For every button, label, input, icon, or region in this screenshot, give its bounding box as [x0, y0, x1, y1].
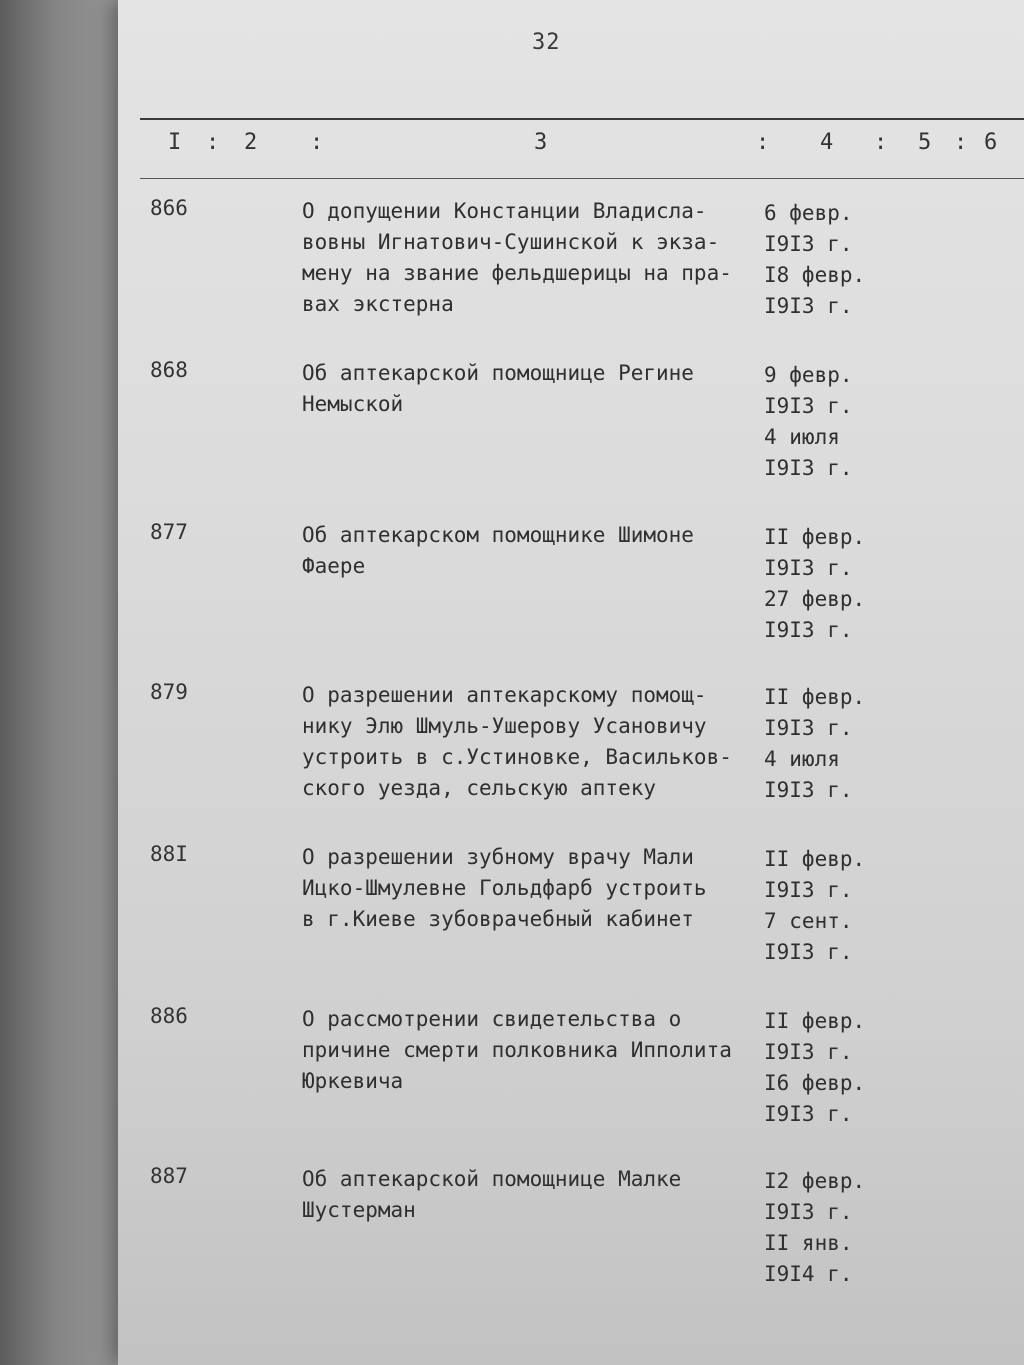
title-line: мену на звание фельдшерицы на пра- [302, 261, 732, 285]
title-line: Юркевича [302, 1069, 404, 1093]
column-separator: : [310, 130, 324, 155]
date-line: I9I3 г. [764, 778, 853, 802]
date-line: 6 февр. [764, 201, 853, 225]
column-separator: : [954, 130, 968, 155]
document-page [118, 0, 1024, 1365]
entry-number: 879 [150, 680, 188, 704]
date-line: 4 июля [764, 747, 840, 771]
entry-title [302, 358, 754, 420]
date-line: I9I3 г. [764, 716, 853, 740]
entry-number: 877 [150, 520, 188, 544]
date-line: I9I3 г. [764, 1102, 853, 1126]
entry-number: 88I [150, 842, 188, 866]
entry-title [302, 520, 754, 582]
title-line: Ицко-Шмулевне Гольдфарб устроить [302, 876, 707, 900]
date-line: II февр. [764, 847, 866, 871]
title-line: Об аптекарской помощнице Регине [302, 361, 694, 385]
header-top-rule [140, 118, 1024, 120]
title-line: в г.Киеве зубоврачебный кабинет [302, 907, 694, 931]
page-number: 32 [532, 30, 561, 55]
date-line: 7 сент. [764, 909, 853, 933]
date-line: I9I3 г. [764, 940, 853, 964]
entry-dates [764, 1166, 894, 1290]
date-line: I9I3 г. [764, 294, 853, 318]
title-line: Об аптекарском помощнике Шимоне [302, 523, 694, 547]
date-line: I9I4 г. [764, 1262, 853, 1286]
date-line: II февр. [764, 1009, 866, 1033]
title-line: ского уезда, сельскую аптеку [302, 776, 657, 800]
column-header-1: I [168, 130, 182, 155]
entry-title [302, 680, 754, 804]
date-line: 27 февр. [764, 587, 866, 611]
column-header-2: 2 [244, 130, 258, 155]
date-line: I2 февр. [764, 1169, 866, 1193]
entry-dates [764, 522, 894, 646]
column-separator: : [206, 130, 220, 155]
column-header-4: 4 [820, 130, 834, 155]
title-line: вах экстерна [302, 292, 454, 316]
entry-title [302, 1004, 754, 1097]
entry-title [302, 842, 754, 935]
title-line: Немыской [302, 392, 404, 416]
entry-dates [764, 844, 894, 968]
title-line: Фаере [302, 554, 366, 578]
entry-number: 868 [150, 358, 188, 382]
column-separator: : [874, 130, 888, 155]
column-header-6: 6 [984, 130, 998, 155]
entry-dates [764, 360, 894, 484]
date-line: II февр. [764, 685, 866, 709]
title-line: Шустерман [302, 1198, 416, 1222]
title-line: О рассмотрении свидетельства о [302, 1007, 682, 1031]
title-line: нику Элю Шмуль-Ушерову Усановичу [302, 714, 707, 738]
date-line: I9I3 г. [764, 394, 853, 418]
title-line: О допущении Констанции Владисла- [302, 199, 707, 223]
date-line: II февр. [764, 525, 866, 549]
entry-dates [764, 198, 894, 322]
date-line: I9I3 г. [764, 456, 853, 480]
header-bottom-rule [140, 178, 1024, 179]
date-line: I6 февр. [764, 1071, 866, 1095]
title-line: О разрешении аптекарскому помощ- [302, 683, 707, 707]
column-separator: : [756, 130, 770, 155]
column-header-3: 3 [534, 130, 548, 155]
entry-dates [764, 682, 894, 806]
title-line: Об аптекарской помощнице Малке [302, 1167, 682, 1191]
date-line: I9I3 г. [764, 232, 853, 256]
date-line: 4 июля [764, 425, 840, 449]
entry-number: 886 [150, 1004, 188, 1028]
entry-number: 866 [150, 196, 188, 220]
column-header-5: 5 [918, 130, 932, 155]
date-line: I9I3 г. [764, 556, 853, 580]
date-line: I9I3 г. [764, 618, 853, 642]
title-line: вовны Игнатович-Сушинской к экза- [302, 230, 720, 254]
entry-title [302, 196, 754, 320]
date-line: I9I3 г. [764, 1040, 853, 1064]
title-line: устроить в с.Устиновке, Васильков- [302, 745, 732, 769]
date-line: II янв. [764, 1231, 853, 1255]
entry-title [302, 1164, 754, 1226]
date-line: I9I3 г. [764, 1200, 853, 1224]
date-line: I9I3 г. [764, 878, 853, 902]
entry-dates [764, 1006, 894, 1130]
title-line: причине смерти полковника Ипполита [302, 1038, 732, 1062]
entry-number: 887 [150, 1164, 188, 1188]
title-line: О разрешении зубному врачу Мали [302, 845, 694, 869]
date-line: 9 февр. [764, 363, 853, 387]
date-line: I8 февр. [764, 263, 866, 287]
